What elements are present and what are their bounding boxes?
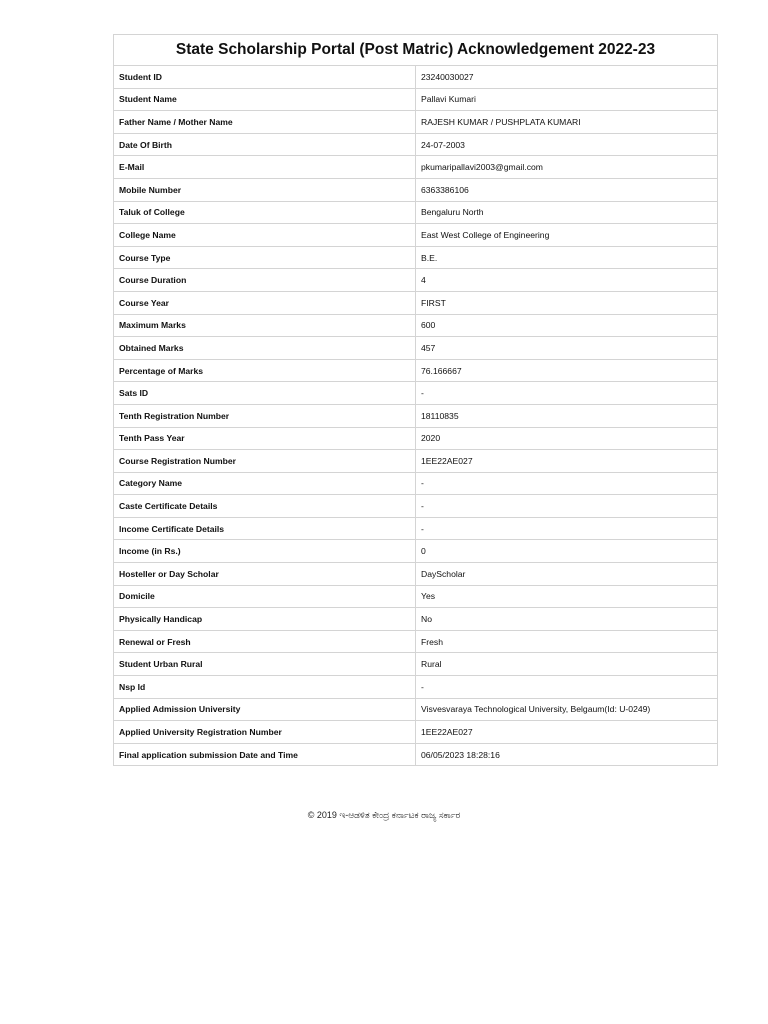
title-row — [114, 35, 718, 66]
field-value: - — [416, 495, 718, 518]
table-row — [114, 630, 718, 653]
field-label: Course Type — [114, 246, 416, 269]
table-row — [114, 427, 718, 450]
table-row — [114, 382, 718, 405]
copyright-footer: © 2019 ಇ-ಆಡಳಿತ ಕೇಂದ್ರ ಕರ್ನಾಟಕ ರಾಜ್ಯ ಸರ್ಕಾರ — [307, 810, 461, 820]
field-value: 23240030027 — [416, 66, 718, 89]
field-value: - — [416, 472, 718, 495]
table-row — [114, 337, 718, 360]
field-value: RAJESH KUMAR / PUSHPLATA KUMARI — [416, 111, 718, 134]
field-label: Date Of Birth — [114, 133, 416, 156]
field-label: Course Year — [114, 291, 416, 314]
field-label: Tenth Pass Year — [114, 427, 416, 450]
table-row — [114, 404, 718, 427]
field-label: Nsp Id — [114, 676, 416, 699]
field-value: - — [416, 676, 718, 699]
field-value: East West College of Engineering — [416, 224, 718, 247]
table-row — [114, 66, 718, 89]
table-row — [114, 608, 718, 631]
field-label: Physically Handicap — [114, 608, 416, 631]
field-value: B.E. — [416, 246, 718, 269]
table-row — [114, 111, 718, 134]
field-label: Student Urban Rural — [114, 653, 416, 676]
field-value: 6363386106 — [416, 178, 718, 201]
table-row — [114, 676, 718, 699]
table-row — [114, 314, 718, 337]
table-row — [114, 495, 718, 518]
field-label: Maximum Marks — [114, 314, 416, 337]
field-value: Yes — [416, 585, 718, 608]
table-row — [114, 269, 718, 292]
table-row — [114, 653, 718, 676]
field-value: 457 — [416, 337, 718, 360]
field-label: Mobile Number — [114, 178, 416, 201]
table-row — [114, 224, 718, 247]
field-label: Taluk of College — [114, 201, 416, 224]
field-label: Applied Admission University — [114, 698, 416, 721]
table-row — [114, 291, 718, 314]
field-value: Rural — [416, 653, 718, 676]
field-label: College Name — [114, 224, 416, 247]
field-label: Percentage of Marks — [114, 359, 416, 382]
field-value: 600 — [416, 314, 718, 337]
page-title: State Scholarship Portal (Post Matric) Acknowledgement 2022-23 — [114, 35, 718, 66]
field-label: Tenth Registration Number — [114, 404, 416, 427]
table-row — [114, 359, 718, 382]
field-value: 1EE22AE027 — [416, 450, 718, 473]
field-label: Hosteller or Day Scholar — [114, 563, 416, 586]
field-value: - — [416, 382, 718, 405]
table-row — [114, 472, 718, 495]
field-label: Final application submission Date and Time — [114, 743, 416, 766]
field-value: Fresh — [416, 630, 718, 653]
table-row — [114, 133, 718, 156]
field-value: 24-07-2003 — [416, 133, 718, 156]
field-label: Student Name — [114, 88, 416, 111]
field-label: Obtained Marks — [114, 337, 416, 360]
field-label: Category Name — [114, 472, 416, 495]
table-row — [114, 88, 718, 111]
field-label: Applied University Registration Number — [114, 721, 416, 744]
field-label: Caste Certificate Details — [114, 495, 416, 518]
field-value: 1EE22AE027 — [416, 721, 718, 744]
field-label: Income (in Rs.) — [114, 540, 416, 563]
field-label: Sats ID — [114, 382, 416, 405]
field-value: 4 — [416, 269, 718, 292]
field-label: Domicile — [114, 585, 416, 608]
table-row — [114, 178, 718, 201]
field-value: No — [416, 608, 718, 631]
field-value: Pallavi Kumari — [416, 88, 718, 111]
field-value: - — [416, 517, 718, 540]
field-label: E-Mail — [114, 156, 416, 179]
table-row — [114, 246, 718, 269]
field-value: 0 — [416, 540, 718, 563]
field-value: DayScholar — [416, 563, 718, 586]
field-value: pkumaripallavi2003@gmail.com — [416, 156, 718, 179]
table-row — [114, 540, 718, 563]
field-value: 06/05/2023 18:28:16 — [416, 743, 718, 766]
details-body — [114, 66, 718, 766]
field-value: 76.166667 — [416, 359, 718, 382]
field-label: Course Duration — [114, 269, 416, 292]
field-label: Renewal or Fresh — [114, 630, 416, 653]
field-label: Student ID — [114, 66, 416, 89]
table-row — [114, 201, 718, 224]
field-value: 2020 — [416, 427, 718, 450]
table-row — [114, 721, 718, 744]
field-label: Father Name / Mother Name — [114, 111, 416, 134]
table-row — [114, 698, 718, 721]
table-row — [114, 563, 718, 586]
field-label: Course Registration Number — [114, 450, 416, 473]
field-value: Visvesvaraya Technological University, Belgaum(Id: U-0249) — [416, 698, 718, 721]
field-label: Income Certificate Details — [114, 517, 416, 540]
table-row — [114, 450, 718, 473]
table-row — [114, 585, 718, 608]
table-row — [114, 517, 718, 540]
table-row — [114, 743, 718, 766]
field-value: 18110835 — [416, 404, 718, 427]
field-value: Bengaluru North — [416, 201, 718, 224]
table-row — [114, 156, 718, 179]
acknowledgement-table — [113, 34, 718, 766]
field-value: FIRST — [416, 291, 718, 314]
